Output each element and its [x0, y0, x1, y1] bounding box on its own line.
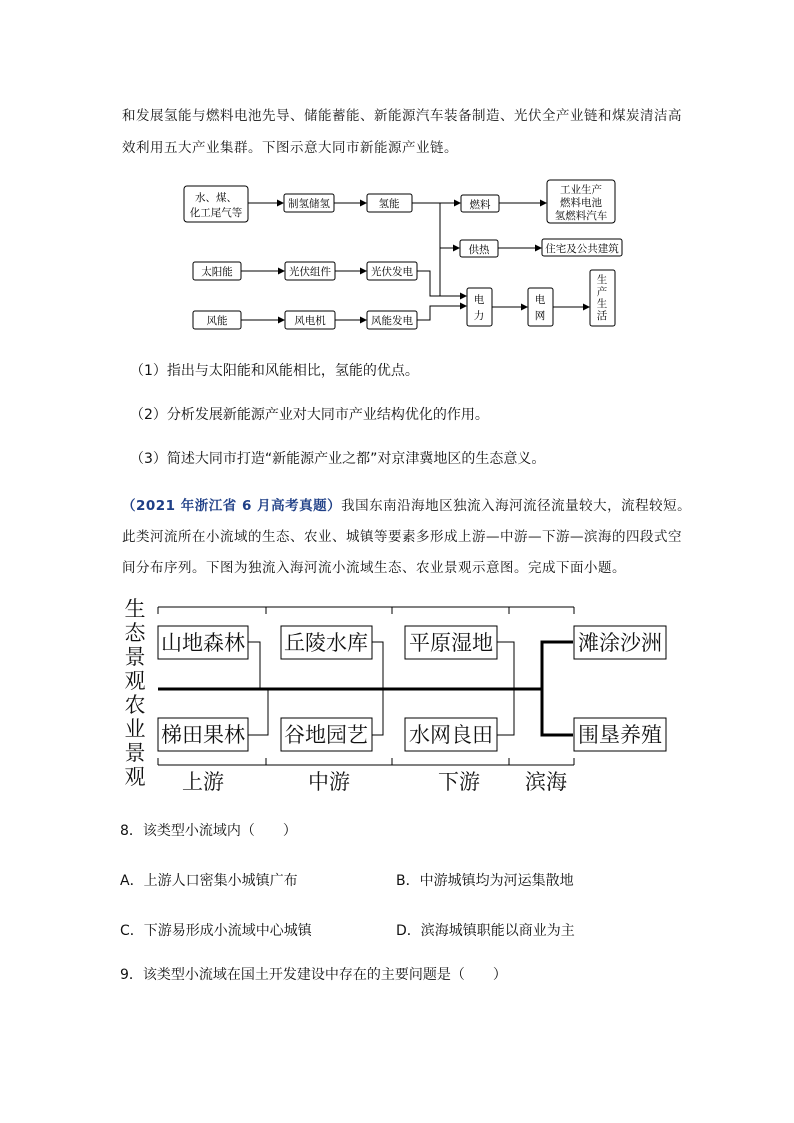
label-fengneng: 风能: [206, 315, 228, 327]
label-qingneng: 氢能: [378, 198, 400, 210]
segment-midstream: 中游: [308, 770, 350, 794]
label-shengchan-3: 生: [596, 298, 608, 310]
eco-text-4: 滩涂沙洲: [578, 631, 662, 655]
label-dianli-2: 力: [473, 310, 485, 322]
q9-stem: 9．该类型小流域在国土开发建设中存在的主要问题是（ ）: [120, 967, 507, 983]
label-industry-2: 燃料电池: [560, 197, 602, 209]
eco-text-3: 平原湿地: [409, 631, 493, 655]
agri-text-2: 谷地园艺: [284, 723, 368, 747]
source-tag: （2021 年浙江省 6 月高考真题）: [122, 498, 342, 514]
question-1: （1）指出与太阳能和风能相比，氢能的优点。: [130, 363, 419, 379]
passage-line-1-text: 我国东南沿海地区独流入海河流径流量较大，流程较短。: [341, 498, 692, 514]
label-dianli-1: 电: [473, 294, 485, 306]
eco-label-2: 态: [124, 621, 146, 645]
label-source-2: 化工尾气等: [189, 207, 243, 219]
q8-option-b[interactable]: B．中游城镇均为河运集散地: [396, 873, 574, 889]
intro-line-1: 和发展氢能与燃料电池先导、储能蓄能、新能源汽车装备制造、光伏全产业链和煤炭清洁高: [122, 108, 682, 124]
label-fengneng-fadian: 风能发电: [371, 315, 413, 327]
passage-line-2: 此类河流所在小流域的生态、农业、城镇等要素多形成上游—中游—下游—滨海的四段式空: [122, 529, 682, 545]
label-fengdianji: 风电机: [294, 315, 326, 327]
q8-option-d[interactable]: D．滨海城镇职能以商业为主: [396, 923, 575, 939]
eco-text-2: 丘陵水库: [284, 631, 368, 655]
intro-line-2: 效利用五大产业集群。下图示意大同市新能源产业链。: [122, 140, 458, 156]
label-shengchan-4: 活: [596, 310, 608, 322]
question-3: （3）简述大同市打造“新能源产业之都”对京津冀地区的生态意义。: [130, 451, 546, 467]
agri-label-1: 农: [124, 693, 146, 717]
agri-text-1: 梯田果林: [161, 723, 245, 747]
label-shengchan-1: 生: [596, 274, 608, 286]
agri-label-3: 景: [124, 741, 146, 765]
segment-upstream: 上游: [182, 770, 224, 794]
label-taiyang: 太阳能: [201, 266, 233, 278]
label-guangfu-zujian: 光伏组件: [289, 266, 331, 278]
eco-label-4: 观: [124, 669, 146, 693]
q8-option-c[interactable]: C．下游易形成小流域中心城镇: [120, 923, 312, 939]
label-guangfu-fadian: 光伏发电: [371, 266, 413, 278]
agri-label-4: 观: [124, 765, 146, 789]
label-dianwang-1: 电: [534, 294, 546, 306]
passage-line-3: 间分布序列。下图为独流入海河流小流域生态、农业景观示意图。完成下面小题。: [122, 560, 626, 576]
landscape-diagram: [118, 598, 678, 798]
segment-coastal: 滨海: [525, 770, 567, 794]
passage-line-1: [122, 494, 691, 514]
label-shengchan-2: 产: [596, 286, 608, 298]
label-dianwang-2: 网: [534, 310, 546, 322]
question-2: （2）分析发展新能源产业对大同市产业结构优化的作用。: [130, 407, 489, 423]
eco-label-1: 生: [124, 598, 146, 621]
eco-text-1: 山地森林: [161, 631, 245, 655]
q8-option-a[interactable]: A．上游人口密集小城镇广布: [120, 873, 298, 889]
label-industry-3: 氢燃料汽车: [554, 210, 608, 222]
label-industry-1: 工业生产: [560, 184, 602, 196]
label-ranliao: 燃料: [469, 199, 491, 211]
label-source-1: 水、煤、: [195, 192, 237, 204]
segment-downstream: 下游: [438, 770, 480, 794]
label-zhuzhai: 住宅及公共建筑: [545, 243, 619, 255]
agri-label-2: 业: [124, 717, 146, 741]
label-zhiqing: 制氢储氢: [288, 198, 330, 210]
q8-stem: 8．该类型小流域内（ ）: [120, 823, 297, 839]
eco-label-3: 景: [124, 645, 146, 669]
label-gongre: 供热: [468, 244, 490, 256]
agri-text-3: 水网良田: [409, 723, 493, 747]
energy-chain-flowchart: [180, 176, 630, 334]
agri-text-4: 围垦养殖: [578, 723, 662, 747]
